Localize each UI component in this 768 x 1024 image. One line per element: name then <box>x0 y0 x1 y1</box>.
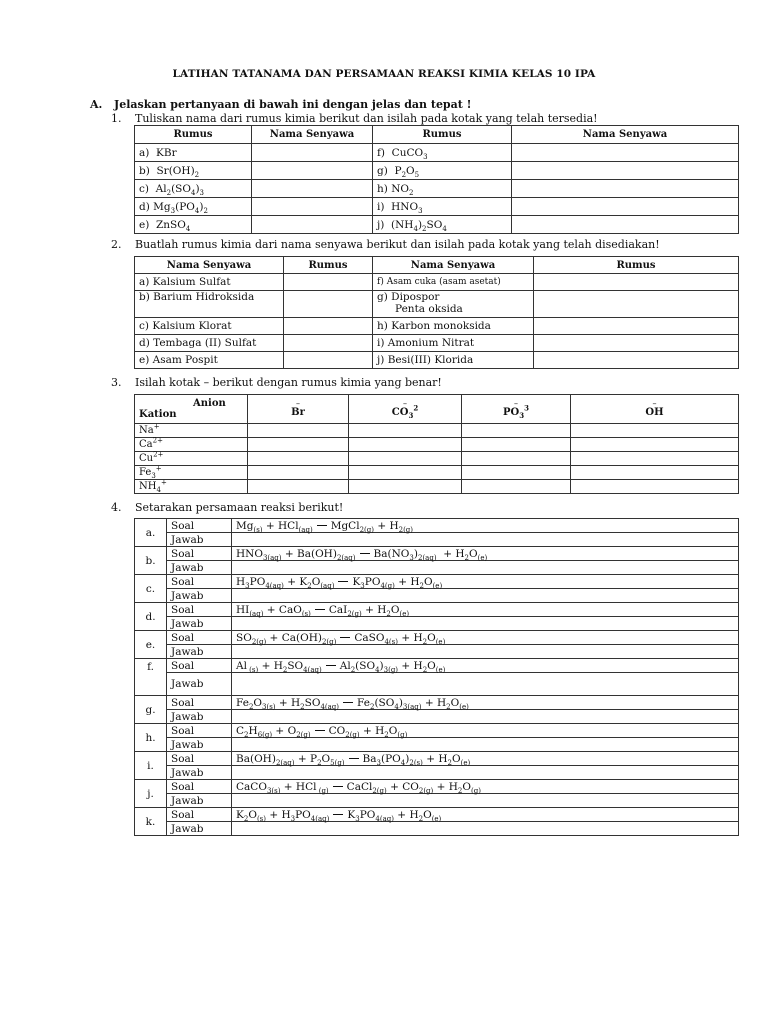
table-header-row <box>135 395 739 424</box>
equation-cell: $HI_{(aq)} + CaO_{(s)}$ $CaI_{2(g)} + H_2O_{(e)}$ <box>232 603 739 617</box>
jawab-label: Jawab <box>167 673 232 696</box>
formula-cell: a) KBr <box>135 144 252 162</box>
table-row <box>135 752 739 766</box>
jawab-label: Jawab <box>167 533 232 547</box>
answer-cell[interactable] <box>252 216 373 234</box>
answer-cell[interactable] <box>284 291 373 318</box>
name-cell: d) Tembaga (II) Sulfat <box>135 335 284 352</box>
table-header-row <box>135 126 739 144</box>
item-code: d. <box>135 603 167 631</box>
charge-mark: – <box>514 398 518 408</box>
name-formula-table <box>134 256 739 369</box>
item-code: g. <box>135 696 167 724</box>
soal-label: Soal <box>167 659 232 673</box>
jawab-label: Jawab <box>167 794 232 808</box>
jawab-label: Jawab <box>167 645 232 659</box>
table-row <box>135 631 739 645</box>
charge-mark: – <box>652 398 657 408</box>
anion-col-oh: – OH <box>571 395 739 424</box>
item-code: c. <box>135 575 167 603</box>
name-cell: f) Asam cuka (asam asetat) <box>373 274 534 291</box>
table-row <box>135 274 739 291</box>
soal-label: Soal <box>167 547 232 561</box>
answer-cell[interactable] <box>252 144 373 162</box>
soal-label: Soal <box>167 603 232 617</box>
answer-cell[interactable] <box>232 561 739 575</box>
answer-cell[interactable] <box>232 645 739 659</box>
jawab-label: Jawab <box>167 738 232 752</box>
formula-cell: c) $Al_2(SO_4)_3$ <box>135 180 252 198</box>
cation-cell: Na+ <box>135 424 248 438</box>
item-code: e. <box>135 631 167 659</box>
formula-cell: f) CuCO$_3$ <box>373 144 512 162</box>
answer-cell[interactable] <box>512 180 739 198</box>
item-code: j. <box>135 780 167 808</box>
answer-cell[interactable] <box>462 424 571 438</box>
answer-cell[interactable] <box>232 589 739 603</box>
answer-cell[interactable] <box>512 144 739 162</box>
formula-name-table <box>134 125 739 234</box>
jawab-label: Jawab <box>167 766 232 780</box>
answer-cell[interactable] <box>571 438 739 452</box>
question-number: 3. <box>111 376 122 389</box>
ion-table <box>134 394 739 494</box>
cation-cell: $Ca^{2+}$ <box>135 438 248 452</box>
equation-cell: $H_3PO_{4(aq)} + K_2O_{(aq)}$ $K_3PO_{4(g)} + H_2O_{(e)}$ <box>232 575 739 589</box>
answer-cell[interactable] <box>232 710 739 724</box>
item-code: h. <box>135 724 167 752</box>
answer-cell[interactable] <box>248 466 349 480</box>
formula-cell: b) $Sr(OH)_2$ <box>135 162 252 180</box>
table-row <box>135 291 739 318</box>
answer-cell[interactable] <box>232 766 739 780</box>
charge-mark: – <box>296 398 300 408</box>
question-4 <box>111 501 343 514</box>
equation-cell: Al $_{(s)} + H_2SO_{4(aq)}$ $Al_2(SO_4)_{3(g)} + H_2O_{(e)}$ <box>232 659 739 673</box>
col-header: Nama Senyawa <box>373 257 534 274</box>
table-row <box>135 659 739 673</box>
table-row <box>135 561 739 575</box>
table-row <box>135 424 739 438</box>
equation-cell: $HNO_{3(aq)} + Ba(OH)_{2(aq)}$ $Ba(NO_3)_{2(aq)} + H_2O_{(e)}$ <box>232 547 739 561</box>
table-row <box>135 180 739 198</box>
name-cell <box>373 291 534 318</box>
answer-cell[interactable] <box>534 274 739 291</box>
equation-cell: $SO_{2(g)} + Ca(OH)_{2(g)}$ CaSO$_{4(s)}$ + $H_2O_{(e)}$ <box>232 631 739 645</box>
equation-cell: CaCO$_{3(s)}$ + HCl $_{(g)}$ CaCl$_{2(g)}$ + $CO_{2(g)} + H_2O_{(g)}$ <box>232 780 739 794</box>
table-row <box>135 766 739 780</box>
item-code: k. <box>135 808 167 836</box>
col-header: Nama Senyawa <box>512 126 739 144</box>
table-row <box>135 603 739 617</box>
answer-cell[interactable] <box>462 438 571 452</box>
equation-cell: $Fe_2O_{3(s)} + H_2SO_{4(aq)}$ $Fe_2(SO_4)_{3(aq)} + H_2O_{(e)}$ <box>232 696 739 710</box>
name-cell: a) Kalsium Sulfat <box>135 274 284 291</box>
jawab-label: Jawab <box>167 710 232 724</box>
item-code: f. <box>135 659 167 696</box>
table-row <box>135 198 739 216</box>
table-header-row <box>135 257 739 274</box>
soal-label: Soal <box>167 575 232 589</box>
anion-label: Anion <box>193 398 226 409</box>
table-row <box>135 794 739 808</box>
question-text: Tuliskan nama dari rumus kimia berikut dan isilah pada kotak yang telah tersedia! <box>135 112 598 125</box>
table-row <box>135 318 739 335</box>
cation-cell: $NH_4^+$ <box>135 480 248 494</box>
question-text: Buatlah rumus kimia dari nama senyawa berikut dan isilah pada kotak yang telah disediakan! <box>135 238 660 251</box>
answer-cell[interactable] <box>571 424 739 438</box>
table-row <box>135 822 739 836</box>
soal-label: Soal <box>167 752 232 766</box>
name-cell: c) Kalsium Klorat <box>135 318 284 335</box>
answer-cell[interactable] <box>232 822 739 836</box>
equation-cell: $Mg_{(s)} + HCl_{(aq)}$ MgCl$_{2(g)}$ + $H_{2(g)}$ <box>232 519 739 533</box>
question-1 <box>111 112 598 125</box>
formula-cell: h) $NO_2$ <box>373 180 512 198</box>
name-cell: h) Karbon monoksida <box>373 318 534 335</box>
table-row <box>135 780 739 794</box>
anion-col-po3: – $PO_3^3$ <box>462 395 571 424</box>
answer-cell[interactable] <box>462 480 571 494</box>
answer-cell[interactable] <box>284 318 373 335</box>
table-row <box>135 519 739 533</box>
answer-cell[interactable] <box>512 198 739 216</box>
table-row <box>135 575 739 589</box>
table-row <box>135 808 739 822</box>
col-header: Rumus <box>373 126 512 144</box>
item-code: a. <box>135 519 167 547</box>
equation-cell: $Ba(OH)_{2(aq)} + P_2O_{5(g)}$ $Ba_3(PO_4)_{2(s)} + H_2O_{(e)}$ <box>232 752 739 766</box>
cation-cell: $Cu^{2+}$ <box>135 452 248 466</box>
answer-cell[interactable] <box>248 480 349 494</box>
name-line: g) Dipospor <box>377 291 440 303</box>
jawab-label: Jawab <box>167 617 232 631</box>
question-text: Isilah kotak – berikut dengan rumus kimia yang benar! <box>135 376 442 389</box>
answer-cell[interactable] <box>248 424 349 438</box>
answer-cell[interactable] <box>252 180 373 198</box>
jawab-label: Jawab <box>167 561 232 575</box>
formula-cell: j) $(NH_4)_2SO_4$ <box>373 216 512 234</box>
name-cell: j) Besi(III) Klorida <box>373 352 534 369</box>
table-row <box>135 673 739 696</box>
soal-label: Soal <box>167 631 232 645</box>
table-row <box>135 452 739 466</box>
answer-cell[interactable] <box>571 466 739 480</box>
answer-cell[interactable] <box>512 216 739 234</box>
table-row <box>135 645 739 659</box>
question-text: Setarakan persamaan reaksi berikut! <box>135 501 344 514</box>
answer-cell[interactable] <box>349 452 462 466</box>
table-row <box>135 216 739 234</box>
table-row <box>135 710 739 724</box>
answer-cell[interactable] <box>534 335 739 352</box>
table-row <box>135 466 739 480</box>
table-row <box>135 589 739 603</box>
soal-label: Soal <box>167 780 232 794</box>
kation-label: Kation <box>139 409 177 420</box>
col-header: Rumus <box>284 257 373 274</box>
table-row <box>135 162 739 180</box>
section-a-heading <box>90 98 472 111</box>
col-header: Nama Senyawa <box>252 126 373 144</box>
table-row <box>135 533 739 547</box>
soal-label: Soal <box>167 808 232 822</box>
answer-cell[interactable] <box>571 452 739 466</box>
equation-cell: $K_2O_{(s)} + H_3PO_{4(aq)}$ $K_3PO_{4(aq)} + H_2O_{(e)}$ <box>232 808 739 822</box>
answer-cell[interactable] <box>248 452 349 466</box>
col-header: Rumus <box>534 257 739 274</box>
question-number: 4. <box>111 501 122 514</box>
table-row <box>135 352 739 369</box>
anion-col-co3: – $CO_3^2$ <box>349 395 462 424</box>
answer-cell[interactable] <box>248 438 349 452</box>
answer-cell[interactable] <box>284 352 373 369</box>
answer-cell[interactable] <box>571 480 739 494</box>
section-text: Jelaskan pertanyaan di bawah ini dengan jelas dan tepat ! <box>114 98 472 111</box>
table-row <box>135 738 739 752</box>
answer-cell[interactable] <box>462 466 571 480</box>
table-row <box>135 617 739 631</box>
formula-cell: g) $P_2O_5$ <box>373 162 512 180</box>
answer-cell[interactable] <box>252 198 373 216</box>
answer-cell[interactable] <box>349 438 462 452</box>
equation-table <box>134 518 739 836</box>
question-number: 2. <box>111 238 122 251</box>
question-number: 1. <box>111 112 122 125</box>
cation-cell: $Fe_3^+$ <box>135 466 248 480</box>
answer-cell[interactable] <box>232 794 739 808</box>
jawab-label: Jawab <box>167 822 232 836</box>
charge-mark: – <box>403 398 407 408</box>
answer-cell[interactable] <box>232 533 739 547</box>
table-row <box>135 724 739 738</box>
answer-cell[interactable] <box>284 274 373 291</box>
answer-cell[interactable] <box>534 352 739 369</box>
jawab-label: Jawab <box>167 589 232 603</box>
table-row <box>135 547 739 561</box>
item-code: i. <box>135 752 167 780</box>
answer-cell[interactable] <box>512 162 739 180</box>
answer-cell[interactable] <box>232 738 739 752</box>
anion-col-br: – Br <box>248 395 349 424</box>
table-row <box>135 335 739 352</box>
equation-cell: $C_2H_{6(g)} + O_{2(g)}$ $CO_{2(g)} + H_2O_{(g)}$ <box>232 724 739 738</box>
answer-cell[interactable] <box>232 617 739 631</box>
question-3 <box>111 376 442 389</box>
table-row <box>135 480 739 494</box>
col-header: Rumus <box>135 126 252 144</box>
answer-cell[interactable] <box>462 452 571 466</box>
name-cell: b) Barium Hidroksida <box>135 291 284 318</box>
formula-cell: d) $Mg_3(PO_4)_2$ <box>135 198 252 216</box>
soal-label: Soal <box>167 724 232 738</box>
section-label: A. <box>90 98 103 111</box>
table-row <box>135 144 739 162</box>
answer-cell[interactable] <box>534 318 739 335</box>
item-code: b. <box>135 547 167 575</box>
answer-cell[interactable] <box>284 335 373 352</box>
table-row <box>135 696 739 710</box>
name-line: Penta oksida <box>395 303 463 315</box>
soal-label: Soal <box>167 519 232 533</box>
question-2 <box>111 238 660 251</box>
formula-cell: e) ZnSO$_4$ <box>135 216 252 234</box>
answer-cell[interactable] <box>252 162 373 180</box>
table-row <box>135 438 739 452</box>
answer-cell[interactable] <box>534 291 739 318</box>
answer-cell[interactable] <box>349 424 462 438</box>
name-cell: i) Amonium Nitrat <box>373 335 534 352</box>
anion-kation-header <box>135 395 248 424</box>
formula-cell: i) $HNO_3$ <box>373 198 512 216</box>
answer-cell[interactable] <box>232 673 739 696</box>
name-cell: e) Asam Pospit <box>135 352 284 369</box>
col-header: Nama Senyawa <box>135 257 284 274</box>
answer-cell[interactable] <box>349 480 462 494</box>
answer-cell[interactable] <box>349 466 462 480</box>
page-title: LATIHAN TATANAMA DAN PERSAMAAN REAKSI KIMIA KELAS 10 IPA <box>172 68 596 80</box>
soal-label: Soal <box>167 696 232 710</box>
